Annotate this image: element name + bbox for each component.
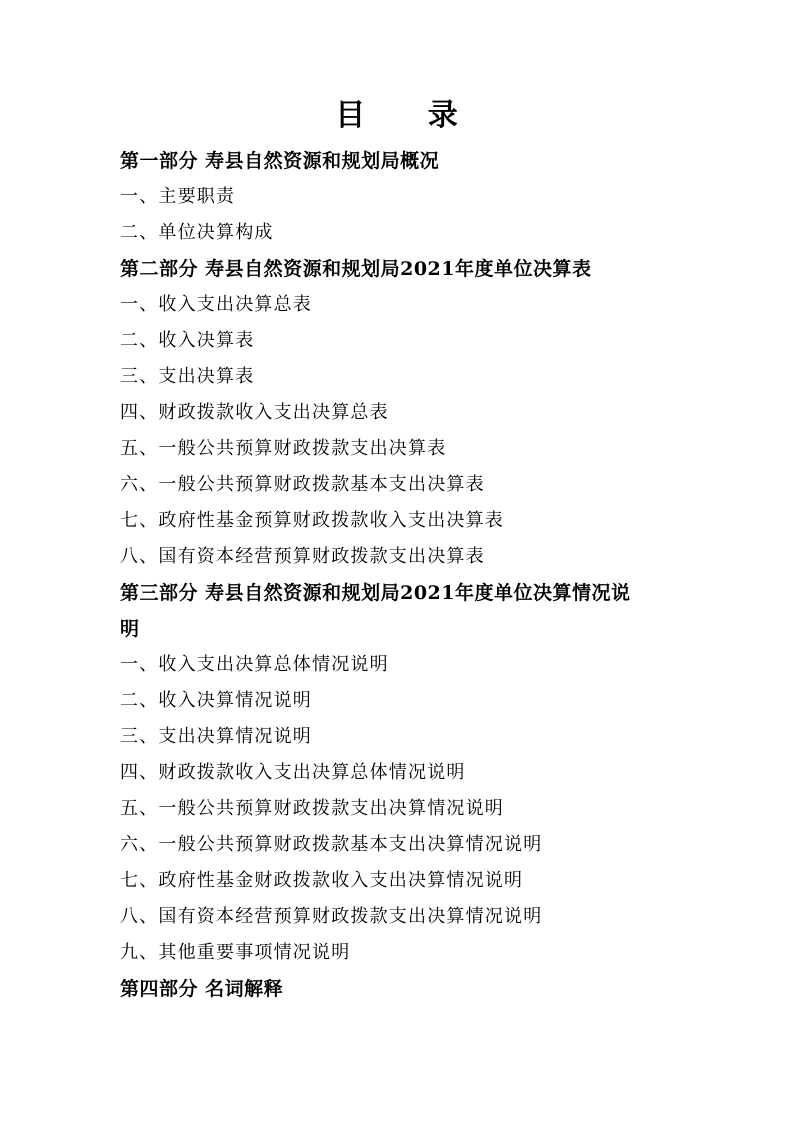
toc-item[interactable]: 八、国有资本经营预算财政拨款支出决算情况说明 — [120, 906, 543, 927]
toc-item[interactable]: 二、收入决算表 — [120, 330, 255, 351]
toc-item[interactable]: 七、政府性基金预算财政拨款收入支出决算表 — [120, 510, 504, 531]
toc-part-1[interactable]: 第一部分 寿县自然资源和规划局概况 — [120, 150, 440, 172]
table-of-contents — [120, 143, 680, 1007]
toc-part-4[interactable]: 第四部分 名词解释 — [120, 978, 284, 1000]
toc-item[interactable]: 三、支出决算表 — [120, 366, 255, 387]
toc-item[interactable]: 四、财政拨款收入支出决算总表 — [120, 402, 389, 423]
toc-item[interactable]: 五、一般公共预算财政拨款支出决算情况说明 — [120, 798, 504, 819]
toc-item[interactable]: 六、一般公共预算财政拨款基本支出决算情况说明 — [120, 834, 543, 855]
toc-item[interactable]: 一、收入支出决算总表 — [120, 294, 312, 315]
toc-item[interactable]: 七、政府性基金财政拨款收入支出决算情况说明 — [120, 870, 524, 891]
toc-item[interactable]: 四、财政拨款收入支出决算总体情况说明 — [120, 762, 466, 783]
toc-title: 目 录 — [335, 98, 484, 133]
toc-item[interactable]: 六、一般公共预算财政拨款基本支出决算表 — [120, 474, 485, 495]
toc-part-3-continued[interactable]: 明 — [120, 618, 140, 640]
toc-item[interactable]: 一、收入支出决算总体情况说明 — [120, 654, 389, 675]
toc-item[interactable]: 一、主要职责 — [120, 186, 236, 207]
toc-part-2[interactable]: 第二部分 寿县自然资源和规划局2021年度单位决算表 — [120, 258, 592, 280]
toc-item[interactable]: 三、支出决算情况说明 — [120, 726, 312, 747]
toc-item[interactable]: 二、收入决算情况说明 — [120, 690, 312, 711]
toc-part-3[interactable]: 第三部分 寿县自然资源和规划局2021年度单位决算情况说 — [120, 582, 631, 604]
toc-item[interactable]: 五、一般公共预算财政拨款支出决算表 — [120, 438, 447, 459]
toc-item[interactable]: 二、单位决算构成 — [120, 222, 274, 243]
toc-item[interactable]: 八、国有资本经营预算财政拨款支出决算表 — [120, 546, 485, 567]
toc-item[interactable]: 九、其他重要事项情况说明 — [120, 942, 351, 963]
